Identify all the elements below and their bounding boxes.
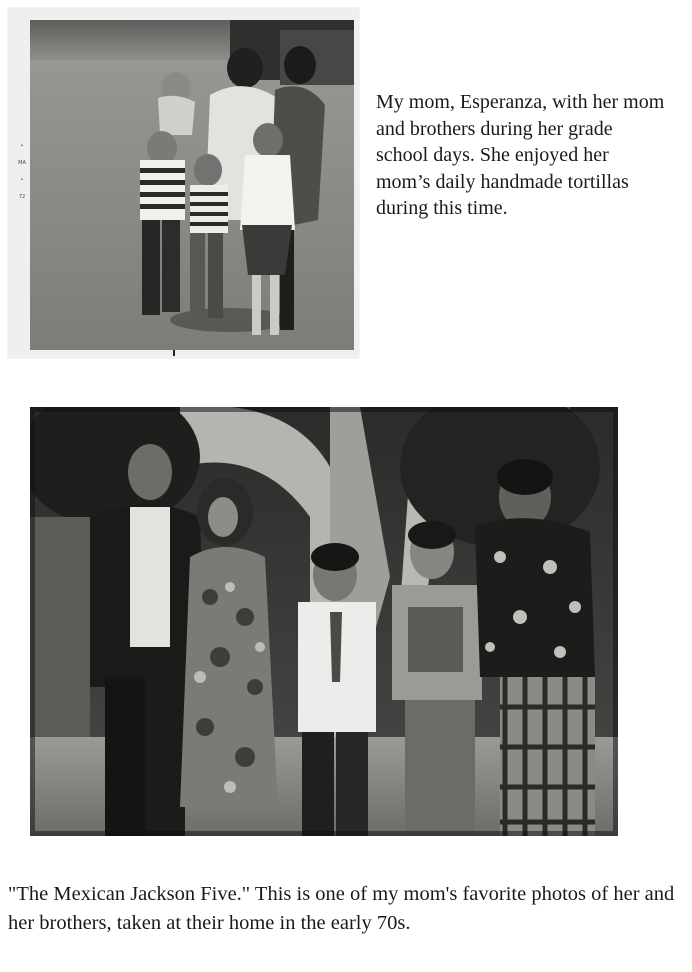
family-photo-lawn-image bbox=[30, 20, 354, 350]
margin-mark: 72 bbox=[18, 194, 26, 200]
photo-1-caption: My mom, Esperanza, with her mom and brothers during her grade school days. She enjoyed her mom’s daily handmade tortillas during this time. bbox=[376, 91, 665, 219]
family-photo-lawn bbox=[30, 20, 354, 350]
siblings-photo-trees-image bbox=[30, 407, 618, 836]
photo-1-border bbox=[8, 8, 359, 358]
margin-mark: MA bbox=[18, 160, 26, 166]
margin-mark: • bbox=[20, 177, 24, 183]
photo-2-caption: "The Mexican Jackson Five." This is one of my mom's favorite photos of her and her brothers, taken at their home in the early 70s. bbox=[8, 883, 675, 934]
print-margin-marks bbox=[18, 138, 26, 206]
siblings-photo-trees bbox=[30, 407, 618, 836]
margin-mark: • bbox=[20, 143, 24, 149]
